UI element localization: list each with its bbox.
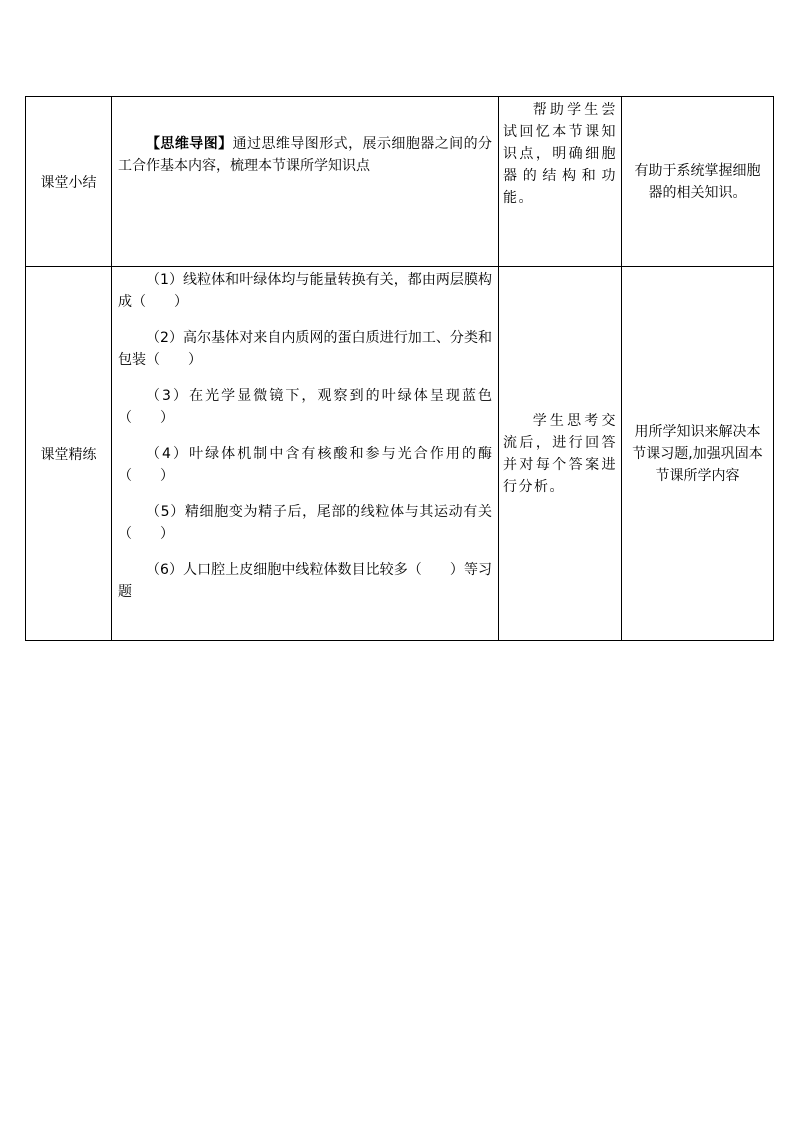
exercise-item: （1）线粒体和叶绿体均与能量转换有关，都由两层膜构成（ ） <box>118 272 492 310</box>
exercise-item: （2）高尔基体对来自内质网的蛋白质进行加工、分类和包装（ ） <box>118 330 492 368</box>
lesson-plan-table <box>25 96 774 641</box>
mind-map-title: 【思维导图】 <box>146 136 233 152</box>
summary-content <box>112 97 499 267</box>
exercise-item: （5）精细胞变为精子后，尾部的线粒体与其运动有关（ ） <box>118 504 492 542</box>
exercise-item: （4）叶绿体机制中含有核酸和参与光合作用的酶（ ） <box>118 446 492 484</box>
practice-student-activity: 学生思考交流后，进行回答并对每个答案进行分析。 <box>499 267 622 641</box>
practice-design-intent: 用所学知识来解决本节课习题,加强巩固本节课所学内容 <box>622 267 774 641</box>
practice-label: 课堂精练 <box>26 267 112 641</box>
summary-design-intent: 有助于系统掌握细胞器的相关知识。 <box>622 97 774 267</box>
practice-exercises <box>112 267 499 641</box>
table-row-practice <box>26 267 774 641</box>
exercise-item: （3）在光学显微镜下，观察到的叶绿体呈现蓝色（ ） <box>118 388 492 426</box>
summary-student-activity: 帮助学生尝试回忆本节课知识点，明确细胞器的结构和功能。 <box>499 97 622 267</box>
summary-label: 课堂小结 <box>26 97 112 267</box>
table-row-summary <box>26 97 774 267</box>
summary-text: 通过思维导图形式，展示细胞器之间的分工合作基本内容，梳理本节课所学知识点 <box>118 136 492 174</box>
exercise-item: （6）人口腔上皮细胞中线粒体数目比较多（ ）等习题 <box>118 562 492 600</box>
